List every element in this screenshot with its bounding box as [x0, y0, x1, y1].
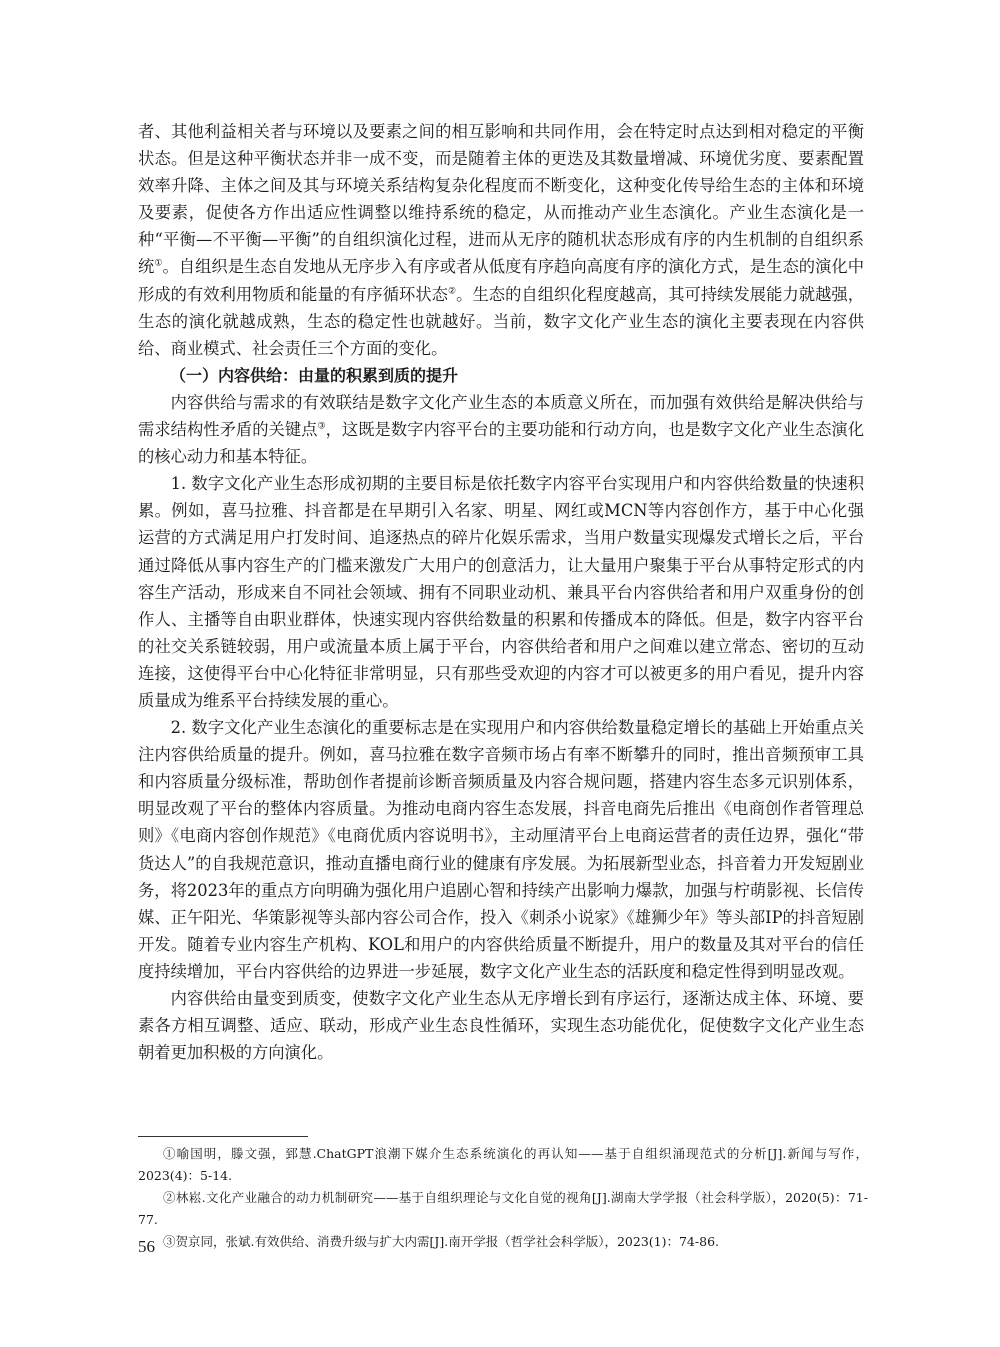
footnote-ref-1[interactable]: ① — [154, 259, 163, 270]
footnotes — [138, 1136, 868, 1253]
footnote-2: ②林崧.文化产业融合的动力机制研究——基于自组织理论与文化自觉的视角[J].湖南大学学报（社会科学版），2020(5)：71-77. — [138, 1190, 868, 1227]
paragraph-content-supply: 内容供给与需求的有效联结是数字文化产业生态的本质意义所在，而加强有效供给是解决供给与需求结构性矛盾的关键点③，这既是数字内容平台的主要功能和行动方向，也是数字文化产业生态演化的核心动力和基本特征。 — [138, 392, 864, 467]
paragraph-conclusion: 内容供给由量变到质变，使数字文化产业生态从无序增长到有序运行，逐渐达成主体、环境、要素各方相互调整、适应、联动，形成产业生态良性循环，实现生态功能优化，促使数字文化产业生态朝着更加积极的方向演化。 — [138, 989, 864, 1063]
footnote-1: ①喻国明，滕文强，郅慧.ChatGPT浪潮下媒介生态系统演化的再认知——基于自组织涌现范式的分析[J].新闻与写作，2023(4)：5-14. — [138, 1146, 868, 1183]
footnote-ref-3[interactable]: ③ — [317, 421, 326, 432]
footnote-divider — [138, 1136, 308, 1137]
section-heading: （一）内容供给：由量的积累到质的提升 — [170, 365, 459, 385]
page-number: 56 — [138, 1237, 155, 1256]
paragraph-point-1: 1. 数字文化产业生态形成初期的主要目标是依托数字内容平台实现用户和内容供给数量的快速积累。例如，喜马拉雅、抖音都是在早期引入名家、明星、网红或MCN等内容创作方，基于中心化强运营的方式满足用户打发时间、追逐热点的碎片化娱乐需求，当用户数量实现爆发式增长之后，平台通过降低从事内容生产的门槛来激发广大用户的创意活力，让大量用户聚集于平台从事特定形式的内容生产活动，形成来自不同社会领域、拥有不同职业动机、兼具平台内容供给者和用户双重身份的创作人、主播等自由职业群体，快速实现内容供给数量的积累和传播成本的降低。但是，数字内容平台的社交关系链较弱，用户或流量本质上属于平台，内容供给者和用户之间难以建立常态、密切的互动连接，这使得平台中心化特征非常明显，只有那些受欢迎的内容才可以被更多的用户看见，提升内容质量成为维系平台持续发展的重心。 — [138, 474, 864, 710]
body-text — [138, 118, 864, 1066]
paragraph-continuation: 者、其他利益相关者与环境以及要素之间的相互影响和共同作用，会在特定时点达到相对稳定的平衡状态。但是这种平衡状态并非一成不变，而是随着主体的更迭及其数量增减、环境优劣度、要素配置效率升降、主体之间及其与环境关系结构复杂化程度而不断变化，这种变化传导给生态的主体和环境及要素，促使各方作出适应性调整以维持系统的稳定，从而推动产业生态演化。产业生态演化是一种“平衡—不平衡—平衡”的自组织演化过程，进而从无序的随机状态形成有序的内生机制的自组织系统①。自组织是生态自发地从无序步入有序或者从低度有序趋向高度有序的演化方式，是生态的演化中形成的有效利用物质和能量的有序循环状态②。生态的自组织化程度越高，其可持续发展能力就越强，生态的演化就越成熟，生态的稳定性也就越好。当前，数字文化产业生态的演化主要表现在内容供给、商业模式、社会责任三个方面的变化。 — [138, 122, 864, 358]
paragraph-point-2: 2. 数字文化产业生态演化的重要标志是在实现用户和内容供给数量稳定增长的基础上开始重点关注内容供给质量的提升。例如，喜马拉雅在数字音频市场占有率不断攀升的同时，推出音频预审工具和内容质量分级标准，帮助创作者提前诊断音频质量及内容合规问题，搭建内容生态多元识别体系，明显改观了平台的整体内容质量。为推动电商内容生态发展，抖音电商先后推出《电商创作者管理总则》《电商内容创作规范》《电商优质内容说明书》，主动厘清平台上电商运营者的责任边界，强化“带货达人”的自我规范意识，推动直播电商行业的健康有序发展。为拓展新型业态，抖音着力开发短剧业务，将2023年的重点方向明确为强化用户追剧心智和持续产出影响力爆款，加强与柠萌影视、长信传媒、正午阳光、华策影视等头部内容公司合作，投入《刺杀小说家》《雄狮少年》等头部IP的抖音短剧开发。随着专业内容生产机构、KOL和用户的内容供给质量不断提升，用户的数量及其对平台的信任度持续增加，平台内容供给的边界进一步延展，数字文化产业生态的活跃度和稳定性得到明显改观。 — [138, 718, 864, 981]
footnote-3: ③贺京同，张斌.有效供给、消费升级与扩大内需[J].南开学报（哲学社会科学版），2023(1)：74-86. — [163, 1234, 719, 1249]
footnote-ref-2[interactable]: ② — [448, 286, 457, 297]
